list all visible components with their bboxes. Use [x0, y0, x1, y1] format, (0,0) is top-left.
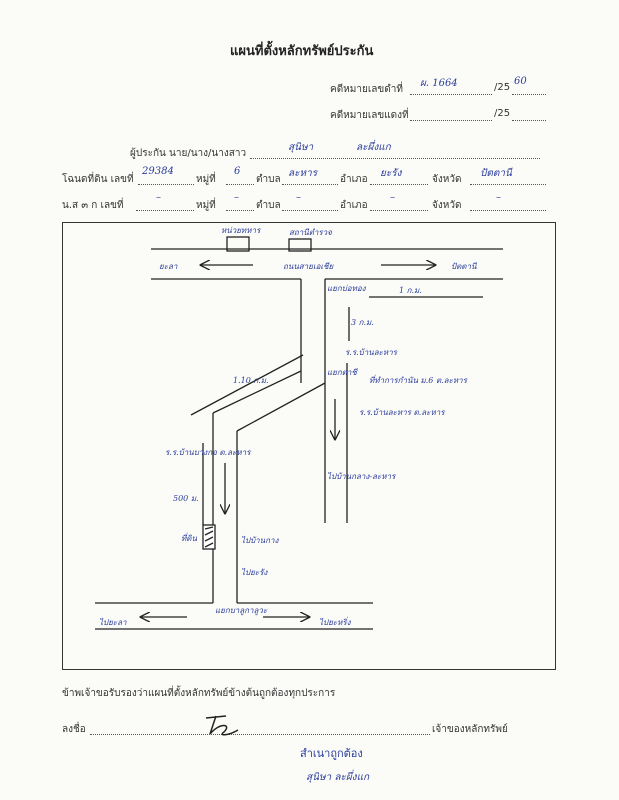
deed-label: โฉนดที่ดิน เลขที่: [62, 174, 134, 185]
nsk-no-dots: [136, 198, 194, 211]
nsk-amphoe-value: –: [390, 192, 395, 203]
deed-tambon-value: ละหาร: [288, 168, 318, 179]
nsk-tambon-dots: [282, 198, 338, 211]
map-label-police: สถานีตำรวจ: [289, 228, 332, 237]
deed-amphoe-value: ยะรัง: [380, 168, 402, 179]
red-case-dots: [410, 108, 492, 121]
stamp-name: สุนิษา ละผึ่งแก: [306, 772, 370, 783]
nsk-label: น.ส ๓ ก เลขที่: [62, 200, 124, 211]
nsk-no-value: –: [156, 192, 161, 203]
black-case-label: คดีหมายเลขดำที่: [330, 84, 403, 95]
nsk-tambon-label: ตำบล: [256, 200, 281, 211]
deed-tambon-label: ตำบล: [256, 174, 281, 185]
deed-no-value: 29384: [142, 166, 174, 177]
nsk-amphoe-label: อำเภอ: [340, 200, 368, 211]
year-prefix-1: /25: [494, 82, 511, 93]
year-dots-2: [512, 108, 546, 121]
map-road-top-left: ยะลา: [159, 262, 178, 271]
map-dist-1km: 1 ก.ม.: [399, 286, 422, 295]
map-road-v-left: ไปยะรัง: [241, 568, 268, 577]
nsk-tambon-value: –: [296, 192, 301, 203]
nsk-moo-value: –: [234, 192, 239, 203]
nsk-province-label: จังหวัด: [432, 200, 462, 211]
deed-province-value: ปัตตานี: [480, 168, 512, 179]
map-land-label: ที่ดิน: [181, 534, 197, 543]
nsk-moo-dots: [226, 198, 254, 211]
location-map: [62, 222, 556, 670]
owner-label: เจ้าของหลักทรัพย์: [432, 724, 508, 735]
certify-text: ข้าพเจ้าขอรับรองว่าแผนที่ตั้งหลักทรัพย์ข้างต้นถูกต้องทุกประการ: [62, 688, 336, 699]
page-title: แผนที่ตั้งหลักทรัพย์ประกัน: [230, 44, 374, 59]
map-road-bottom-right: ไปยะหริ่ง: [319, 618, 351, 627]
red-case-label: คดีหมายเลขแดงที่: [330, 110, 409, 121]
sign-dots: [90, 722, 430, 735]
guarantor-label: ผู้ประกัน นาย/นาง/นางสาว: [130, 148, 247, 159]
nsk-province-dots: [470, 198, 546, 211]
map-junction-mid: แยกตาชี: [327, 368, 357, 377]
map-drawing: [63, 223, 555, 669]
map-dist-110km: 1.10 ก.ม.: [233, 376, 269, 385]
map-road-v-center: ไปบ้านกาง: [241, 536, 279, 545]
map-dist-500m: 500 ม.: [173, 494, 199, 503]
nsk-amphoe-dots: [370, 198, 428, 211]
deed-province-label: จังหวัด: [432, 174, 462, 185]
map-school-3: ร.ร.บ้านบางกอ ต.ละหาร: [165, 448, 251, 457]
year-value-1: 60: [514, 76, 527, 87]
certified-copy-stamp: สำเนาถูกต้อง: [300, 747, 363, 760]
deed-moo-value: 6: [234, 166, 241, 177]
map-road-bottom-left: ไปยะลา: [99, 618, 127, 627]
signature-mark: [202, 712, 244, 738]
deed-amphoe-label: อำเภอ: [340, 174, 368, 185]
nsk-province-value: –: [496, 192, 501, 203]
map-road-top-right: ปัตตานี: [451, 262, 477, 271]
year-prefix-2: /25: [494, 108, 511, 119]
map-school-2: ร.ร.บ้านละหาร ต.ละหาร: [359, 408, 445, 417]
map-label-military: หน่วยทหาร: [221, 226, 261, 235]
map-junction-top: แยกบ่อทอง: [327, 284, 366, 293]
map-office: ที่ทำการกำนัน ม.6 ต.ละหาร: [369, 376, 467, 385]
map-dist-3km: 3 ก.ม.: [351, 318, 374, 327]
black-case-value: ผ. 1664: [420, 78, 458, 89]
nsk-moo-label: หมู่ที่: [196, 200, 216, 211]
guarantor-last-name: ละผึ่งแก: [356, 142, 391, 153]
guarantor-first-name: สุนิษา: [288, 142, 314, 153]
map-road-v-right: ไปบ้านกลาง-ละหาร: [327, 472, 396, 481]
deed-moo-label: หมู่ที่: [196, 174, 216, 185]
map-road-top-name: ถนนสายเอเชีย: [283, 262, 334, 271]
map-junction-bottom: แยกบาลูกาลูวะ: [215, 606, 268, 615]
sign-label: ลงชื่อ: [62, 724, 86, 735]
map-school-1: ร.ร.บ้านละหาร: [345, 348, 397, 357]
